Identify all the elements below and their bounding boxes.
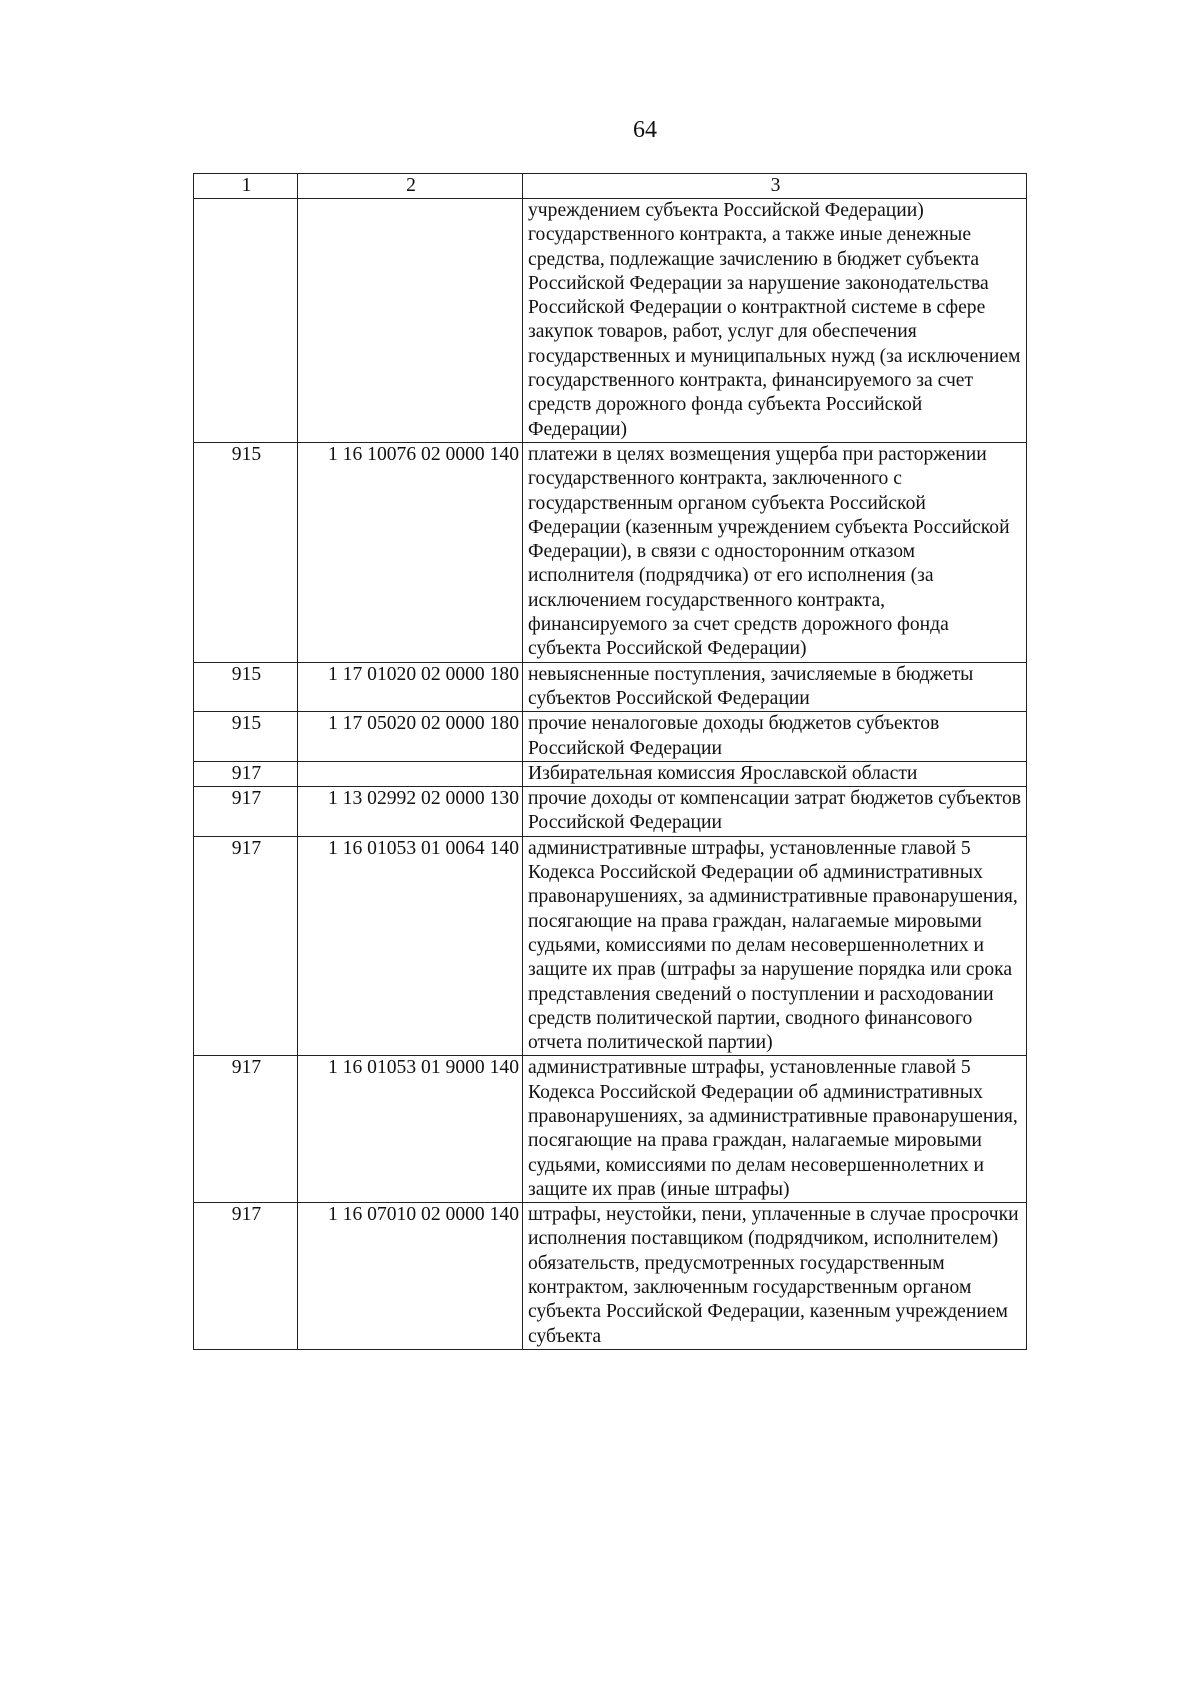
table-header-row: [194, 174, 1027, 199]
description-cell: административные штрафы, установленные главой 5 Кодекса Российской Федерации об административных правонарушениях, за административные правонарушения, посягающие на права граждан, налагаемые мировыми судьями, комиссиями по делам несовершеннолетних и защите их прав (штрафы за нарушение порядка или срока представления сведений о поступлении и расходовании средств политической партии, сводного финансового отчета политической партии): [523, 836, 1027, 1056]
description-cell: учреждением субъекта Российской Федерации) государственного контракта, а также иные денежные средства, подлежащие зачислению в бюджет субъекта Российской Федерации за нарушение законодательства Российской Федерации о контрактной системе в сфере закупок товаров, работ, услуг для обеспечения государственных и муниципальных нужд (за исключением государственного контракта, финансируемого за счет средств дорожного фонда субъекта Российской Федерации): [523, 199, 1027, 443]
admin-code-cell: 917: [194, 1203, 298, 1350]
table-row: [194, 761, 1027, 786]
budget-code-cell: [298, 199, 523, 443]
admin-code-cell: 915: [194, 662, 298, 712]
table-row: [194, 199, 1027, 443]
budget-code-cell: 1 17 01020 02 0000 180: [298, 662, 523, 712]
description-cell: административные штрафы, установленные главой 5 Кодекса Российской Федерации об административных правонарушениях, за административные правонарушения, посягающие на права граждан, налагаемые мировыми судьями, комиссиями по делам несовершеннолетних и защите их прав (иные штрафы): [523, 1056, 1027, 1203]
description-cell: прочие неналоговые доходы бюджетов субъектов Российской Федерации: [523, 712, 1027, 762]
budget-code-cell: [298, 761, 523, 786]
table-row: [194, 442, 1027, 662]
table-row: [194, 1056, 1027, 1203]
table-row: [194, 1203, 1027, 1350]
header-col-3: 3: [523, 174, 1027, 199]
description-cell: платежи в целях возмещения ущерба при расторжении государственного контракта, заключенного с государственным органом субъекта Российской Федерации (казенным учреждением субъекта Российской Федерации), в связи с односторонним отказом исполнителя (подрядчика) от его исполнения (за исключением государственного контракта, финансируемого за счет средств дорожного фонда субъекта Российской Федерации): [523, 442, 1027, 662]
description-cell: прочие доходы от компенсации затрат бюджетов субъектов Российской Федерации: [523, 787, 1027, 837]
admin-code-cell: 915: [194, 712, 298, 762]
table-row: [194, 787, 1027, 837]
budget-code-cell: 1 16 01053 01 9000 140: [298, 1056, 523, 1203]
budget-code-cell: 1 13 02992 02 0000 130: [298, 787, 523, 837]
description-cell: Избирательная комиссия Ярославской области: [523, 761, 1027, 786]
revenue-codes-table: [193, 173, 1027, 1350]
budget-code-cell: 1 16 07010 02 0000 140: [298, 1203, 523, 1350]
description-cell: штрафы, неустойки, пени, уплаченные в случае просрочки исполнения поставщиком (подрядчиком, исполнителем) обязательств, предусмотренных государственным контрактом, заключенным государственным органом субъекта Российской Федерации, казенным учреждением субъекта: [523, 1203, 1027, 1350]
admin-code-cell: 917: [194, 1056, 298, 1203]
table-row: [194, 662, 1027, 712]
budget-code-cell: 1 17 05020 02 0000 180: [298, 712, 523, 762]
header-col-2: 2: [298, 174, 523, 199]
admin-code-cell: 917: [194, 836, 298, 1056]
admin-code-cell: 917: [194, 787, 298, 837]
header-col-1: 1: [194, 174, 298, 199]
description-cell: невыясненные поступления, зачисляемые в бюджеты субъектов Российской Федерации: [523, 662, 1027, 712]
budget-code-cell: 1 16 01053 01 0064 140: [298, 836, 523, 1056]
admin-code-cell: 917: [194, 761, 298, 786]
table-row: [194, 712, 1027, 762]
table-row: [194, 836, 1027, 1056]
budget-code-cell: 1 16 10076 02 0000 140: [298, 442, 523, 662]
admin-code-cell: 915: [194, 442, 298, 662]
page-number: 64: [633, 117, 657, 143]
admin-code-cell: [194, 199, 298, 443]
